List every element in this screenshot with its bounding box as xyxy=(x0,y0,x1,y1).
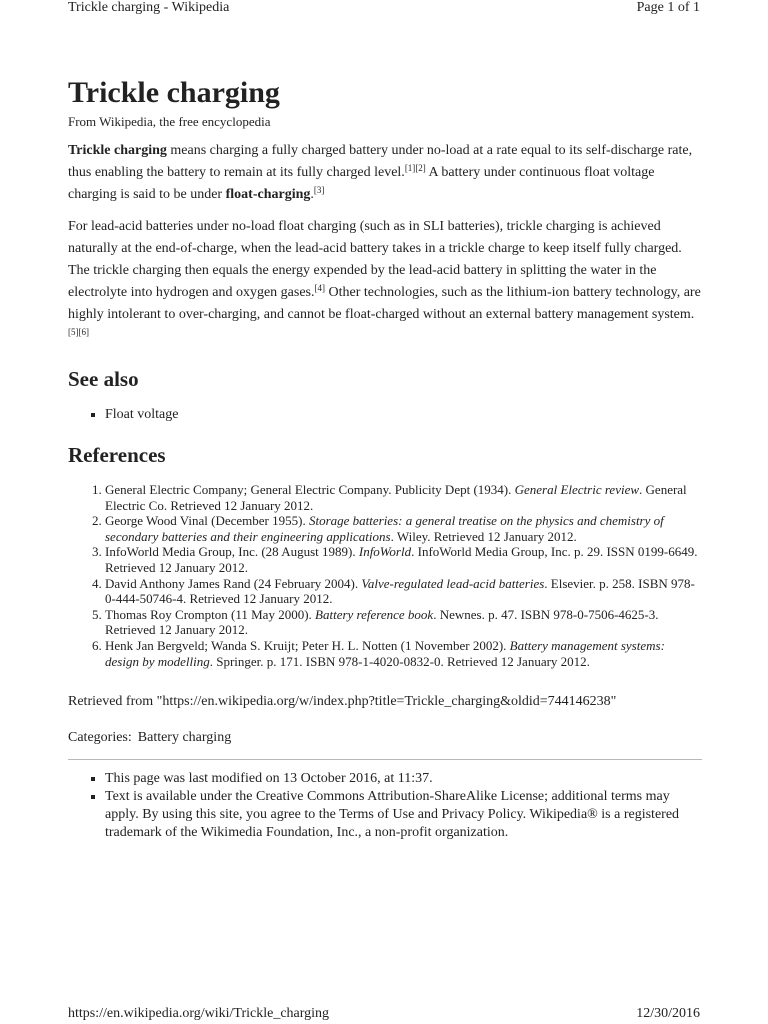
paragraph-lead-acid xyxy=(68,216,702,348)
reference-title: Valve-regulated lead-acid batteries xyxy=(361,575,545,591)
citation-link[interactable]: [6] xyxy=(78,327,89,337)
reference-text: . General Electric Co. Retrieved 12 January 2012. xyxy=(105,482,687,513)
references-heading: References xyxy=(68,443,166,467)
citation-link[interactable]: [3] xyxy=(313,185,325,195)
footer-divider xyxy=(68,759,702,760)
reference-title: Storage batteries: a general treatise on the physics and chemistry of secondary batteries and their engineering applications xyxy=(105,513,664,544)
see-also-heading: See also xyxy=(68,367,139,391)
paragraph-intro xyxy=(68,140,702,206)
paragraph-text: . xyxy=(310,187,314,202)
reference-title: General Electric review xyxy=(514,482,640,497)
last-modified-text: ▪ This page was last modified on 13 October 2016, at 11:37. xyxy=(105,770,702,788)
reference-text: . Wiley. Retrieved 12 January 2012. xyxy=(390,528,577,544)
reference-item xyxy=(105,513,702,544)
license-text: ▪ Text is available under the Creative Commons Attribution-ShareAlike License; additional terms may apply. By using this site, you agree to the Terms of Use and Privacy Policy. Wikipedia® is a registered trademark of the Wikimedia Foundation, Inc., a non-profit organization. xyxy=(105,788,702,842)
reference-text: . InfoWorld Media Group, Inc. p. 29. ISSN 0199-6649. Retrieved 12 January 2012. xyxy=(105,544,698,575)
reference-text: George Wood Vinal (December 1955). xyxy=(105,513,309,529)
reference-title: Battery reference book xyxy=(315,606,434,622)
article-content xyxy=(68,76,702,842)
reference-item xyxy=(105,544,702,575)
citation-link[interactable]: [1] xyxy=(404,163,416,173)
paragraph-text: Other technologies, such as the lithium-ion battery technology, are highly intolerant to over-charging, and cannot be float-charged without an external battery management system. xyxy=(68,285,701,322)
reference-title: Battery management systems: design by modelling xyxy=(105,637,665,669)
reference-item xyxy=(105,482,702,513)
reference-item xyxy=(105,607,702,638)
citation-link[interactable]: [4] xyxy=(314,283,325,293)
reference-text: General Electric Company; General Electric Company. Publicity Dept (1934). xyxy=(105,482,515,497)
print-footer-date: 12/30/2016 xyxy=(636,1006,700,1021)
references-list xyxy=(68,482,702,669)
reference-text: InfoWorld Media Group, Inc. (28 August 1989). xyxy=(105,544,359,560)
tagline: From Wikipedia, the free encyclopedia xyxy=(68,114,271,129)
reference-text: David Anthony James Rand (24 February 2004). xyxy=(105,575,362,591)
citation-link[interactable]: [5] xyxy=(68,327,79,337)
paragraph-text: For lead-acid batteries under no-load float charging (such as in SLI batteries), trickle charging is achieved naturally at the end-of-charge, when the lead-acid battery takes in a trickle charge to keep itself fully charged. The trickle charging then equals the energy expended by the lead-acid battery in splitting the water in the electrolyte into hydrogen and oxygen gases. xyxy=(68,219,682,300)
print-footer-url: https://en.wikipedia.org/wiki/Trickle_charging xyxy=(68,1006,330,1021)
see-also-link[interactable]: ▪ Float voltage xyxy=(105,406,702,424)
reference-title: InfoWorld xyxy=(358,544,412,560)
categories-label: Categories: xyxy=(68,730,132,746)
retrieved-from: Retrieved from "https://en.wikipedia.org/w/index.php?title=Trickle_charging&oldid=744146238" xyxy=(68,694,617,710)
categories-bar xyxy=(68,729,702,747)
reference-text: Thomas Roy Crompton (11 May 2000). xyxy=(105,606,316,622)
bold-term: float-charging xyxy=(225,187,311,202)
reference-item xyxy=(105,576,702,607)
print-header-title: Trickle charging - Wikipedia xyxy=(68,0,230,15)
reference-text: . Elsevier. p. 258. ISBN 978-0-444-50746-4. Retrieved 12 January 2012. xyxy=(105,575,695,607)
reference-item xyxy=(105,638,702,669)
paragraph-text: means charging a fully charged battery under no-load at a rate equal to its self-discharge rate, thus enabling the battery to remain at its fully charged level. xyxy=(68,143,693,180)
page-title: Trickle charging xyxy=(68,76,280,109)
print-header-page-number: Page 1 of 1 xyxy=(636,0,700,15)
paragraph-text: A battery under continuous float voltage charging is said to be under xyxy=(68,165,655,202)
see-also-list xyxy=(68,406,702,424)
category-link[interactable]: Battery charging xyxy=(137,730,232,746)
reference-text: . Newnes. p. 47. ISBN 978-0-7506-4625-3. Retrieved 12 January 2012. xyxy=(105,606,659,638)
citation-link[interactable]: [2] xyxy=(415,163,426,173)
reference-text: Henk Jan Bergveld; Wanda S. Kruijt; Peter H. L. Notten (1 November 2002). xyxy=(105,637,510,653)
page-footer-info xyxy=(68,770,702,842)
bold-term: Trickle charging xyxy=(68,143,167,158)
reference-text: . Springer. p. 171. ISBN 978-1-4020-0832-0. Retrieved 12 January 2012. xyxy=(209,653,590,669)
